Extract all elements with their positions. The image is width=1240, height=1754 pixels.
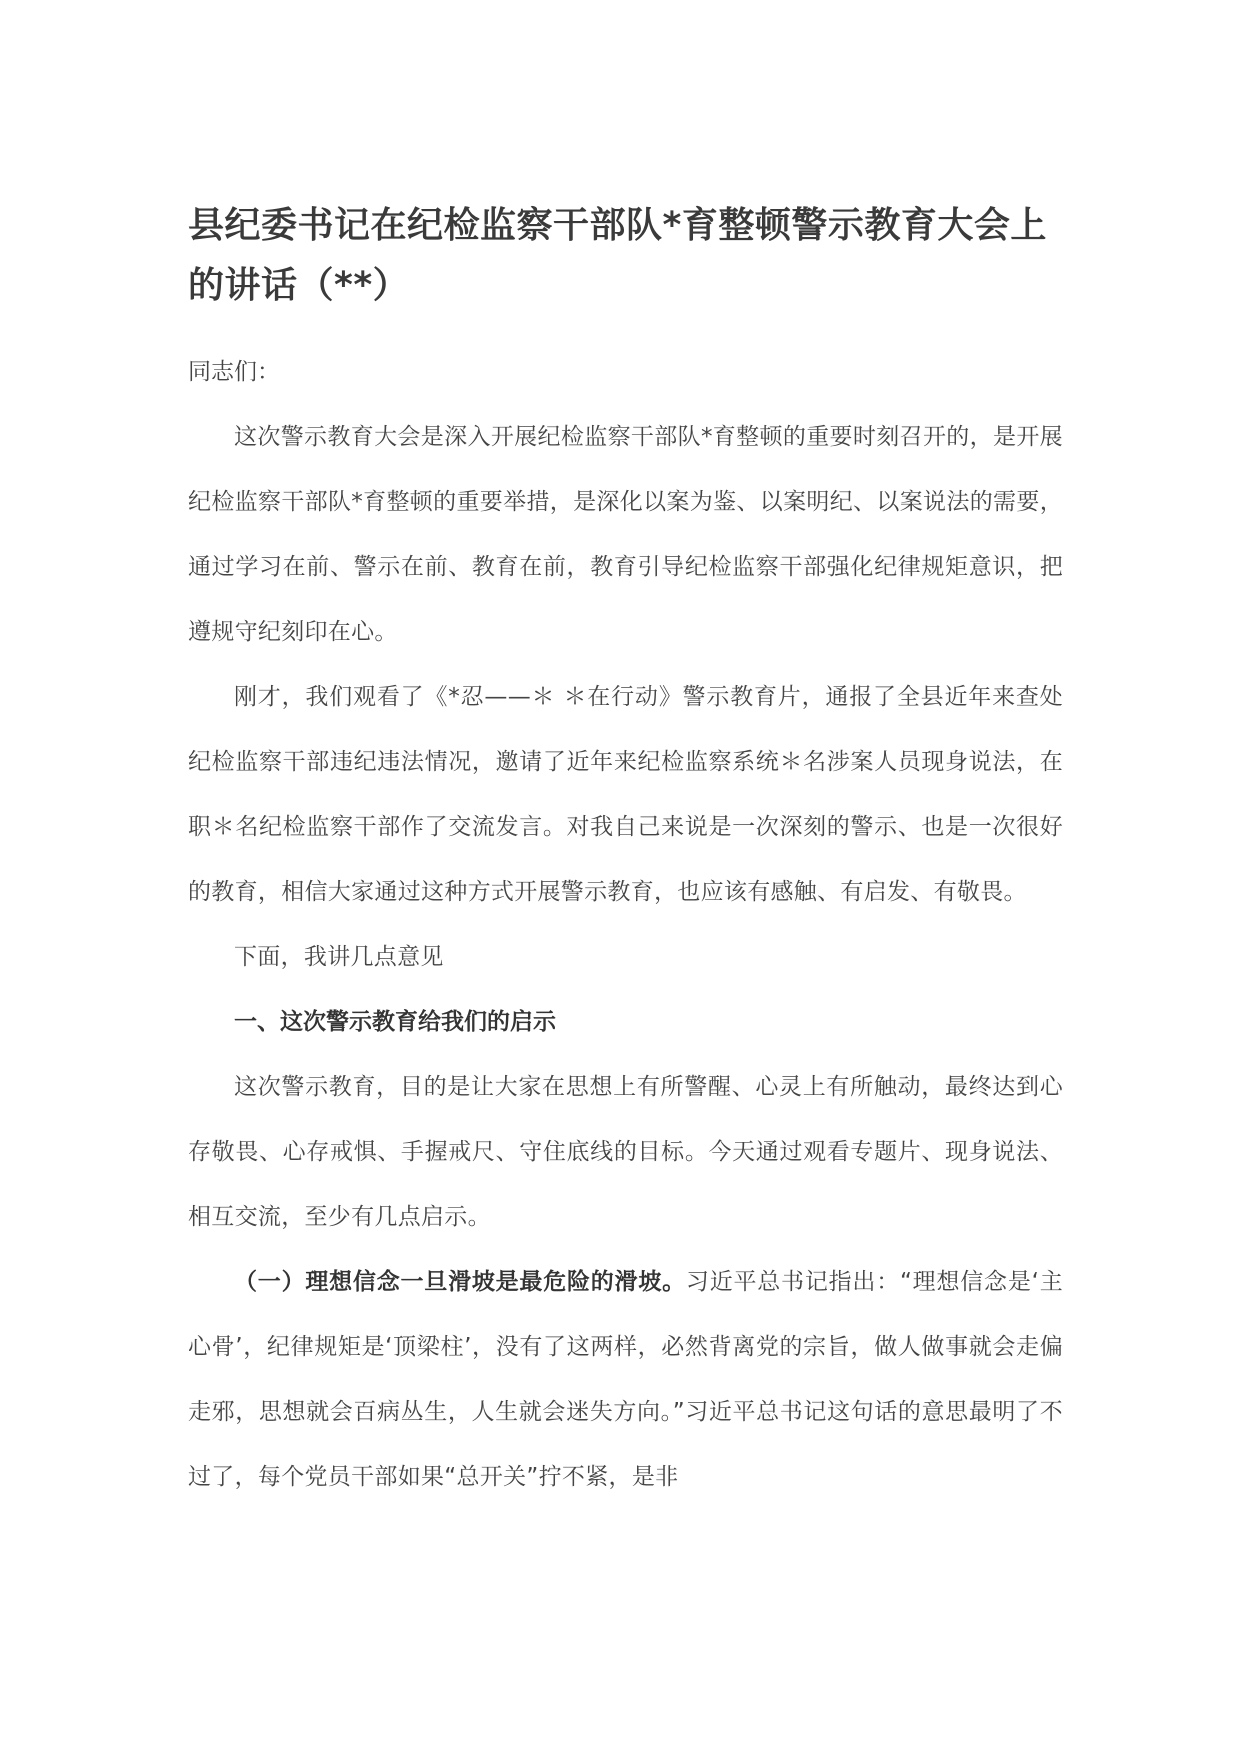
document-body bbox=[188, 196, 1063, 1510]
paragraph-film: 刚才，我们观看了《*忍——＊ ＊在行动》警示教育片，通报了全县近年来查处纪检监察干部违纪违法情况，邀请了近年来纪检监察系统＊名涉案人员现身说法，在职＊名纪检监察干部作了交流发言。对我自己来说是一次深刻的警示、也是一次很好的教育，相信大家通过这种方式开展警示教育，也应该有感触、有启发、有敬畏。 bbox=[188, 684, 1063, 905]
paragraph-intro: 这次警示教育大会是深入开展纪检监察干部队*育整顿的重要时刻召开的，是开展纪检监察干部队*育整顿的重要举措，是深化以案为鉴、以案明纪、以案说法的需要，通过学习在前、警示在前、教育在前，教育引导纪检监察干部强化纪律规矩意识，把遵规守纪刻印在心。 bbox=[188, 424, 1063, 645]
paragraph-subsection-1 bbox=[188, 1250, 1063, 1510]
subsection-text: 习近平总书记指出：“理想信念是‘主心骨’，纪律规矩是‘顶梁柱’，没有了这两样，必然背离党的宗旨，做人做事就会走偏走邪，思想就会百病丛生，人生就会迷失方向。”习近平总书记这句话的意思最明了不过了，每个党员干部如果“总开关”拧不紧，是非 bbox=[188, 1269, 1064, 1490]
paragraph-transition: 下面，我讲几点意见 bbox=[234, 944, 444, 970]
salutation: 同志们： bbox=[188, 359, 280, 385]
section-heading: 一、这次警示教育给我们的启示 bbox=[234, 1009, 556, 1035]
document-title: 县纪委书记在纪检监察干部队*育整顿警示教育大会上的讲话（**） bbox=[188, 205, 1047, 306]
paragraph-section-intro: 这次警示教育，目的是让大家在思想上有所警醒、心灵上有所触动，最终达到心存敬畏、心存戒惧、手握戒尺、守住底线的目标。今天通过观看专题片、现身说法、相互交流，至少有几点启示。 bbox=[188, 1074, 1063, 1230]
subsection-lead: （一）理想信念一旦滑坡是最危险的滑坡。 bbox=[234, 1269, 686, 1295]
